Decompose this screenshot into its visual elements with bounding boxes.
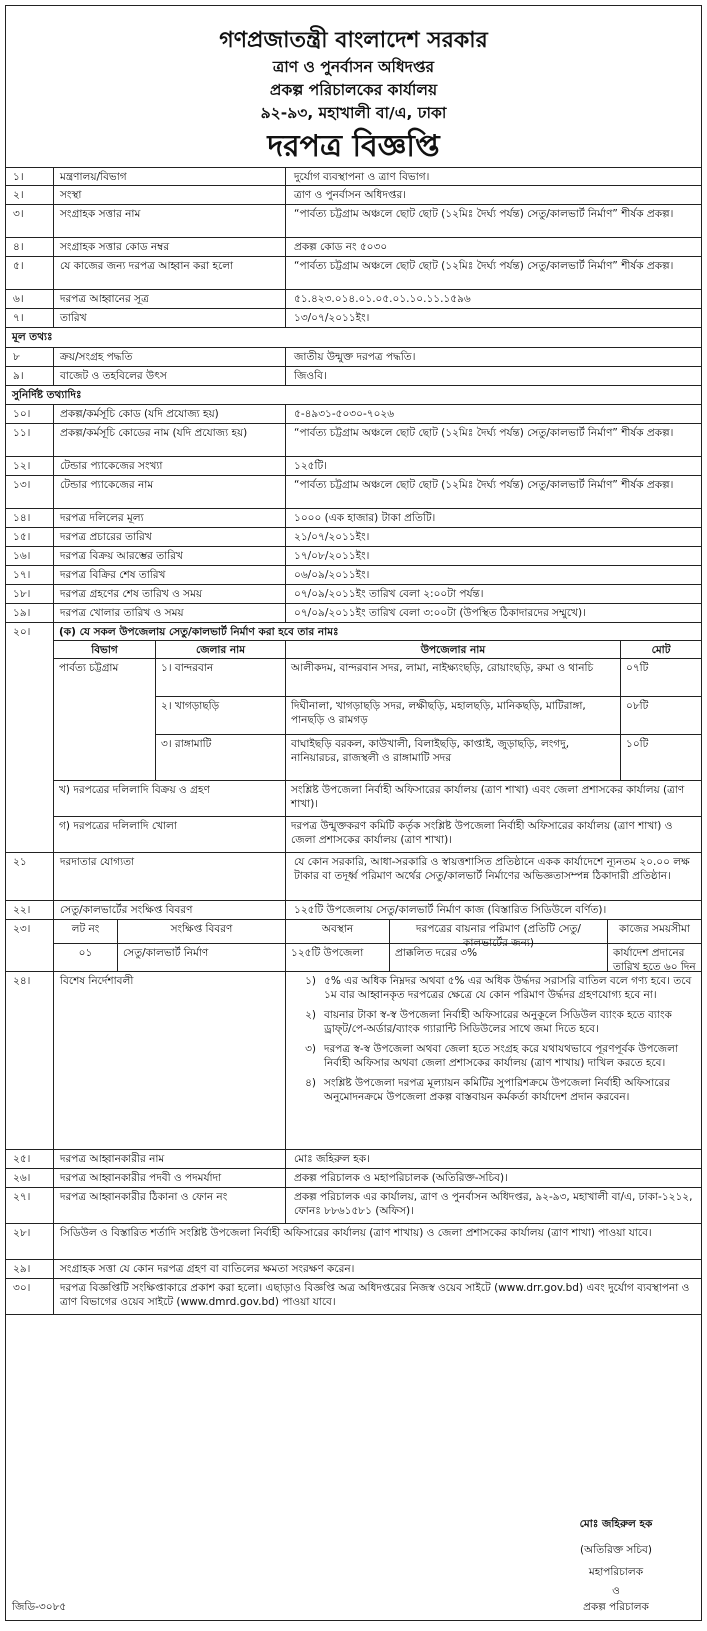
instruction-number: ১) <box>305 975 316 987</box>
signatory-role: প্রকল্প পরিচালক <box>583 1601 649 1613</box>
signatory-name: মোঃ জহিরুল হক <box>579 1518 653 1530</box>
gd-number: জিডি-৩০৮৫ <box>12 1601 67 1613</box>
tender-notice-page <box>5 5 702 1621</box>
col-loc: অবস্থান <box>286 920 390 944</box>
signatory-conjunction: ও <box>612 1585 620 1597</box>
row-number: ৩। <box>6 205 54 237</box>
col-amount: দরপত্রের বায়নার পরিমাণ (প্রতিটি সেতু/কালভার্টের জন্য) <box>390 920 608 944</box>
instruction-text: সংশ্লিষ্ট উপজেলা দরপত্র মূল্যায়ন কমিটির সুপারিশক্রমে উপজেলা নির্বাহী অফিসারের অনুমোদনক্রমে উপজেলা প্রকল্প বাস্তবায়ন কর্মকর্তা কার্যাদেশ প্রদান করবেন। <box>324 1077 671 1103</box>
row-number: ২২। <box>6 901 54 919</box>
row-label: সংস্থা <box>54 186 286 204</box>
table-row <box>6 1279 701 1315</box>
upazila-list: দিঘীনালা, খাগড়াছড়ি সদর, লক্ষীছড়ি, মহালছড়ি, মানিকছড়ি, মাটিরাঙ্গা, পানছড়ি ও রামগড় <box>286 697 621 735</box>
sale-receipt-value: সংশ্লিষ্ট উপজেলা নির্বাহী অফিসারের কার্যালয় (ত্রাণ শাখা) এবং জেলা প্রশাসকের কার্যালয় (ত্রাণ শাখা)। <box>286 781 701 817</box>
row-number: ১। <box>6 168 54 185</box>
division-name: পার্বত্য চট্টগ্রাম <box>54 659 156 781</box>
upazila-list: বাঘাইছড়ি বরকল, কাউখালী, বিলাইছড়ি, কাপ্তাই, জুড়াছড়ি, লংগদু, নানিয়ারচর, রাজস্থলী ও রাঙ্গামাটি সদর <box>286 735 621 781</box>
table-row <box>6 509 701 528</box>
row-label: দরপত্র আহ্বানকারীর ঠিকানা ও ফোন নং <box>54 1188 286 1223</box>
table-row <box>6 604 701 623</box>
row-label: দরপত্র বিক্রির শেষ তারিখ <box>54 566 286 584</box>
location-block <box>54 623 701 853</box>
instruction-number: ২) <box>305 1009 316 1021</box>
row-value: ৫১.৪২৩.০১৪.০১.০৫.০১.১০.১১.১৫৯৬ <box>294 293 471 305</box>
row-text: সিডিউল ও বিস্তারিত শর্তাদি সংশ্লিষ্ট উপজেলা নির্বাহী অফিসারের কার্যালয় (ত্রাণ শাখায়) ও জেলা প্রশাসকের কার্যালয় (ত্রাণ শাখা) পাওয়া যাবে। <box>60 1227 652 1239</box>
table-row <box>6 901 701 920</box>
row-number: ৬। <box>6 290 54 308</box>
row-label: বাজেট ও তহবিলের উৎস <box>54 367 286 385</box>
row-value: প্রকল্প পরিচালক এর কার্যালয়, ত্রাণ ও পুনর্বাসন অধিদপ্তর, ৯২-৯৩, মহাখালী বা/এ, ঢাকা-১২১২, ফোনঃ ৮৮৬১৫৮১ (অফিস)। <box>294 1191 693 1217</box>
row-value: প্রকল্প কোড নং ৫০৩০ <box>294 241 388 253</box>
table-row <box>6 1260 701 1279</box>
table-row <box>6 290 701 309</box>
row-number: ৭। <box>6 309 54 327</box>
table-row <box>6 257 701 290</box>
row-value: ০৭/০৯/২০১১ইং তারিখ বেলা ৩:০০টা (উপস্থিত ঠিকাদারদের সম্মুখে)। <box>294 607 586 619</box>
row-label: দরপত্র আহ্বানকারীর পদবী ও পদমর্যাদা <box>54 1169 286 1187</box>
val-loc: ১২৫টি উপজেলা <box>286 944 390 972</box>
row-label: ক্রয়/সংগ্রহ পদ্ধতি <box>54 348 286 366</box>
col-district: জেলার নাম <box>156 641 286 659</box>
col-desc: সংক্ষিপ্ত বিবরণ <box>118 920 286 944</box>
section-specific: সুনির্দিষ্ট তথ্যাদিঃ <box>12 389 82 401</box>
office-address: ৯২-৯৩, মহাখালী বা/এ, ঢাকা <box>260 104 447 122</box>
row-label: যে কাজের জন্য দরপত্র আহ্বান করা হলো <box>54 257 286 289</box>
row-value: ১২৫টি। <box>294 460 327 472</box>
row-value: ০৭/০৯/২০১১ইং তারিখ বেলা ২:০০টা পর্যন্ত। <box>294 588 484 600</box>
section-heading <box>6 328 701 348</box>
row-label: মন্ত্রণালয়/বিভাগ <box>54 168 286 185</box>
table-row <box>6 457 701 476</box>
row-value: যে কোন সরকারি, আধা-সরকারি ও স্বায়ত্তশাসিত প্রতিষ্ঠানে একক কার্যাদেশে ন্যূনতম ২০.০০ লক্ষ টাকার বা তদূর্ধ্ব পরিমাণ অর্থের সেতু/কালভার্ট নির্মাণের অভিজ্ঞতাসম্পন্ন ঠিকাদারী প্রতিষ্ঠান। <box>294 856 690 882</box>
row-number: ২১ <box>6 853 54 900</box>
row-number: ২৩। <box>6 920 54 971</box>
signature-block <box>6 1514 701 1614</box>
val-lot: ০১ <box>54 944 118 972</box>
instruction-item <box>294 1042 695 1070</box>
security-block <box>54 920 701 972</box>
row-number: ১৭। <box>6 566 54 584</box>
row-label: দরপত্র গ্রহণের শেষ তারিখ ও সময় <box>54 585 286 603</box>
row-value: ৫-৪৯৩১-৫০৩০-৭০২৬ <box>294 408 395 420</box>
row-number: ৮ <box>6 348 54 366</box>
district-name: ৩। রাঙ্গামাটি <box>156 735 286 781</box>
row-value: “পার্বত্য চট্টগ্রাম অঞ্চলে ছোট ছোট (১২মিঃ দৈর্ঘ্য পর্যন্ত) সেতু/কালভার্ট নির্মাণ” শীর্ষক প্রকল্প। <box>294 208 674 220</box>
row-label: তারিখ <box>54 309 286 327</box>
instruction-number: ৪) <box>305 1077 316 1089</box>
row-label: দরপত্র খোলার তারিখ ও সময় <box>54 604 286 622</box>
row-number: ২৬। <box>6 1169 54 1187</box>
row-number: ৯। <box>6 367 54 385</box>
row-label: দরপত্র প্রচারের তারিখ <box>54 528 286 546</box>
row-number: ১১। <box>6 424 54 456</box>
row-value: “পার্বত্য চট্টগ্রাম অঞ্চলে ছোট ছোট (১২মিঃ দৈর্ঘ্য পর্যন্ত) সেতু/কালভার্ট নির্মাণ” শীর্ষক প্রকল্প। <box>294 479 674 491</box>
row-label: দরদাতার যোগ্যতা <box>54 853 286 900</box>
table-row <box>6 528 701 547</box>
upazila-list: আলীকদম, বান্দরবান সদর, লামা, নাইক্ষ্যংছড়ি, রোয়াংছড়ি, রুমা ও থানচি <box>286 659 621 697</box>
upazila-total: ০৭টি <box>621 659 701 697</box>
row-value: “পার্বত্য চট্টগ্রাম অঞ্চলে ছোট ছোট (১২মিঃ দৈর্ঘ্য পর্যন্ত) সেতু/কালভার্ট নির্মাণ” শীর্ষক প্রকল্প। <box>294 427 674 439</box>
district-name: ২। খাগড়াছড়ি <box>156 697 286 735</box>
row-label: দরপত্র আহ্বানকারীর নাম <box>54 1150 286 1168</box>
val-desc: সেতু/কালভার্ট নির্মাণ <box>118 944 286 972</box>
instruction-number: ৩) <box>305 1043 316 1055</box>
table-row <box>6 238 701 257</box>
row-text: দরপত্র বিজ্ঞপ্তিটি সংক্ষিপ্তাকারে প্রকাশ করা হলো। এছাড়াও বিজ্ঞপ্তি অত্র অধিদপ্তরের নিজস্ব ওয়েব সাইটে (www.drr.gov.bd) এবং দুর্যোগ ব্যবস্থাপনা ও ত্রাণ বিভাগের ওয়েব সাইটে (www.dmrd.gov.bd) পাওয়া যাবে। <box>60 1282 690 1308</box>
instruction-text: দরপত্র স্ব-স্ব উপজেলা অথবা জেলা হতে সংগ্রহ করে যথাযথভাবে পূরণপূর্বক উপজেলা নির্বাহী অফিসার অথবা জেলা প্রশাসকের কার্যালয় (ত্রাণ শাখায়) দাখিল করতে হবে। <box>324 1043 678 1069</box>
table-row <box>6 476 701 509</box>
district-name: ১। বান্দরবান <box>156 659 286 697</box>
signatory-designation: মহাপরিচালক <box>588 1566 644 1578</box>
col-time: কাজের সময়সীমা <box>608 920 701 944</box>
col-lot: লট নং <box>54 920 118 944</box>
notice-title: দরপত্র বিজ্ঞপ্তি <box>267 129 440 164</box>
row-number: ১৫। <box>6 528 54 546</box>
instruction-text: ৫% এর অধিক নিম্নদর অথবা ৫% এর অধিক উর্দ্ধদর সরাসরি বাতিল বলে গণ্য হবে। তবে ১ম বার আহ্বানকৃত দরপত্রের ক্ষেত্রে যে কোন পরিমাণ উর্দ্ধদর গ্রহণযোগ্য হবে না। <box>324 975 692 1001</box>
row-value: ১২৫টি উপজেলায় সেতু/কালভার্ট নির্মাণ কাজ (বিস্তারিত সিডিউলে বর্ণিত)। <box>294 904 607 916</box>
table-row <box>6 309 701 328</box>
instructions-list <box>286 972 701 1149</box>
row-label: সংগ্রাহক সত্তার কোড নম্বর <box>54 238 286 256</box>
col-division: বিভাগ <box>54 641 156 659</box>
row-value: ০৬/০৯/২০১১ইং। <box>294 569 370 581</box>
col-total: মোট <box>621 641 701 659</box>
table-row <box>6 168 701 186</box>
opening-label: গ) দরপত্রের দলিলাদি খোলা <box>54 817 286 853</box>
table-row <box>6 547 701 566</box>
row-number: ১৬। <box>6 547 54 565</box>
row-label: দরপত্র আহ্বানের সূত্র <box>54 290 286 308</box>
table-row-20 <box>6 623 701 853</box>
row-number: ৩০। <box>6 1279 54 1314</box>
val-amount: প্রাক্কলিত দরের ৩% <box>390 944 608 972</box>
row-value: জিওবি। <box>294 370 327 382</box>
col-upazila: উপজেলার নাম <box>286 641 621 659</box>
row-label: প্রকল্প/কর্মসূচি কোডের নাম (যদি প্রযোজ্য হয়) <box>54 424 286 456</box>
row-number: ২। <box>6 186 54 204</box>
row-number: ১২। <box>6 457 54 475</box>
row-number: ১৯। <box>6 604 54 622</box>
sale-receipt-label: খ) দরপত্রের দলিলাদি বিক্রয় ও গ্রহণ <box>54 781 286 817</box>
section-heading <box>6 386 701 405</box>
table-row <box>6 585 701 604</box>
table-row <box>6 1188 701 1224</box>
row-value: দুর্যোগ ব্যবস্থাপনা ও ত্রাণ বিভাগ। <box>294 171 430 183</box>
locations-heading: (ক) যে সকল উপজেলায় সেতু/কালভার্ট নির্মাণ করা হবে তার নামঃ <box>54 623 701 641</box>
row-number: ৫। <box>6 257 54 289</box>
row-label: সংগ্রাহক সত্তার নাম <box>54 205 286 237</box>
table-row <box>6 348 701 367</box>
row-number: ২৮। <box>6 1224 54 1259</box>
instruction-item <box>294 1076 695 1104</box>
department-name: ত্রাণ ও পুনর্বাসন অধিদপ্তর <box>272 58 435 76</box>
row-value: ১০০০ (এক হাজার) টাকা প্রতিটি। <box>294 512 436 524</box>
table-row <box>6 424 701 457</box>
upazila-total: ০৮টি <box>621 697 701 735</box>
table-row <box>6 566 701 585</box>
table-row-23 <box>6 920 701 972</box>
instruction-item <box>294 1008 695 1036</box>
table-row <box>6 405 701 424</box>
row-text: সংগ্রাহক সত্তা যে কোন দরপত্র গ্রহণ বা বাতিলের ক্ষমতা সংরক্ষণ করেন। <box>60 1263 355 1275</box>
row-label: দরপত্র দলিলের মূল্য <box>54 509 286 527</box>
table-row-24 <box>6 972 701 1150</box>
section-main: মূল তথ্যঃ <box>12 331 53 343</box>
instruction-item <box>294 974 695 1002</box>
govt-title: গণপ্রজাতন্ত্রী বাংলাদেশ সরকার <box>219 28 488 53</box>
row-value: মোঃ জহিরুল হক। <box>294 1153 370 1165</box>
office-name: প্রকল্প পরিচালকের কার্যালয় <box>269 81 438 99</box>
row-label: সেতু/কালভার্টের সংক্ষিপ্ত বিবরণ <box>54 901 286 919</box>
row-value: ১৩/০৭/২০১১ইং। <box>294 312 370 324</box>
row-number: ১৪। <box>6 509 54 527</box>
opening-value: দরপত্র উন্মুক্তকরণ কমিটি কর্তৃক সংশ্লিষ্ট উপজেলা নির্বাহী অফিসারের কার্যালয় (ত্রাণ শাখা) ও জেলা প্রশাসকের কার্যালয় (ত্রাণ শাখা)। <box>291 820 673 846</box>
row-value: ১৭/০৮/২০১১ইং। <box>294 550 370 562</box>
row-value: ২১/০৭/২০১১ইং। <box>294 531 370 543</box>
table-row <box>6 205 701 238</box>
table-row <box>6 367 701 386</box>
table-row <box>6 1169 701 1188</box>
table-row <box>6 853 701 901</box>
table-row <box>6 186 701 205</box>
signatory-title: (অতিরিক্ত সচিব) <box>580 1544 652 1556</box>
table-row <box>6 1224 701 1260</box>
row-value: “পার্বত্য চট্টগ্রাম অঞ্চলে ছোট ছোট (১২মিঃ দৈর্ঘ্য পর্যন্ত) সেতু/কালভার্ট নির্মাণ” শীর্ষক প্রকল্প। <box>294 260 674 272</box>
row-label: টেন্ডার প্যাকেজের সংখ্যা <box>54 457 286 475</box>
row-value: জাতীয় উন্মুক্ত দরপত্র পদ্ধতি। <box>294 351 416 363</box>
row-label: টেন্ডার প্যাকেজের নাম <box>54 476 286 508</box>
row-number: ২০। <box>6 623 54 852</box>
row-number: ১৩। <box>6 476 54 508</box>
row-number: ৪। <box>6 238 54 256</box>
row-value: প্রকল্প পরিচালক ও মহাপরিচালক (অতিরিক্ত-সচিব)। <box>294 1172 508 1184</box>
instruction-text: বায়নার টাকা স্ব-স্ব উপজেলা নির্বাহী অফিসারের অনুকূলে সিডিউল ব্যাংক হতে ব্যাংক ড্রাফ্‌ট/পে-অর্ডার/ব্যাংক গ্যারান্টি সিডিউলের সাথে জমা দিতে হবে। <box>324 1009 672 1035</box>
row-number: ২৭। <box>6 1188 54 1223</box>
tender-table <box>6 168 701 1315</box>
row-label: প্রকল্প/কর্মসূচি কোড (যদি প্রযোজ্য হয়) <box>54 405 286 423</box>
row-label: বিশেষ নির্দেশাবলী <box>54 972 286 1149</box>
row-number: ২৪। <box>6 972 54 1149</box>
row-label: দরপত্র বিক্রয় আরম্ভের তারিখ <box>54 547 286 565</box>
table-row <box>6 1150 701 1169</box>
upazila-total: ১০টি <box>621 735 701 781</box>
row-value: ত্রাণ ও পুনর্বাসন অধিদপ্তর। <box>294 189 406 201</box>
row-number: ২৯। <box>6 1260 54 1278</box>
row-number: ২৫। <box>6 1150 54 1168</box>
row-number: ১৮। <box>6 585 54 603</box>
row-number: ১০। <box>6 405 54 423</box>
notice-header <box>6 6 701 168</box>
val-time: কার্যাদেশ প্রদানের তারিখ হতে ৬০ দিন <box>613 947 696 973</box>
